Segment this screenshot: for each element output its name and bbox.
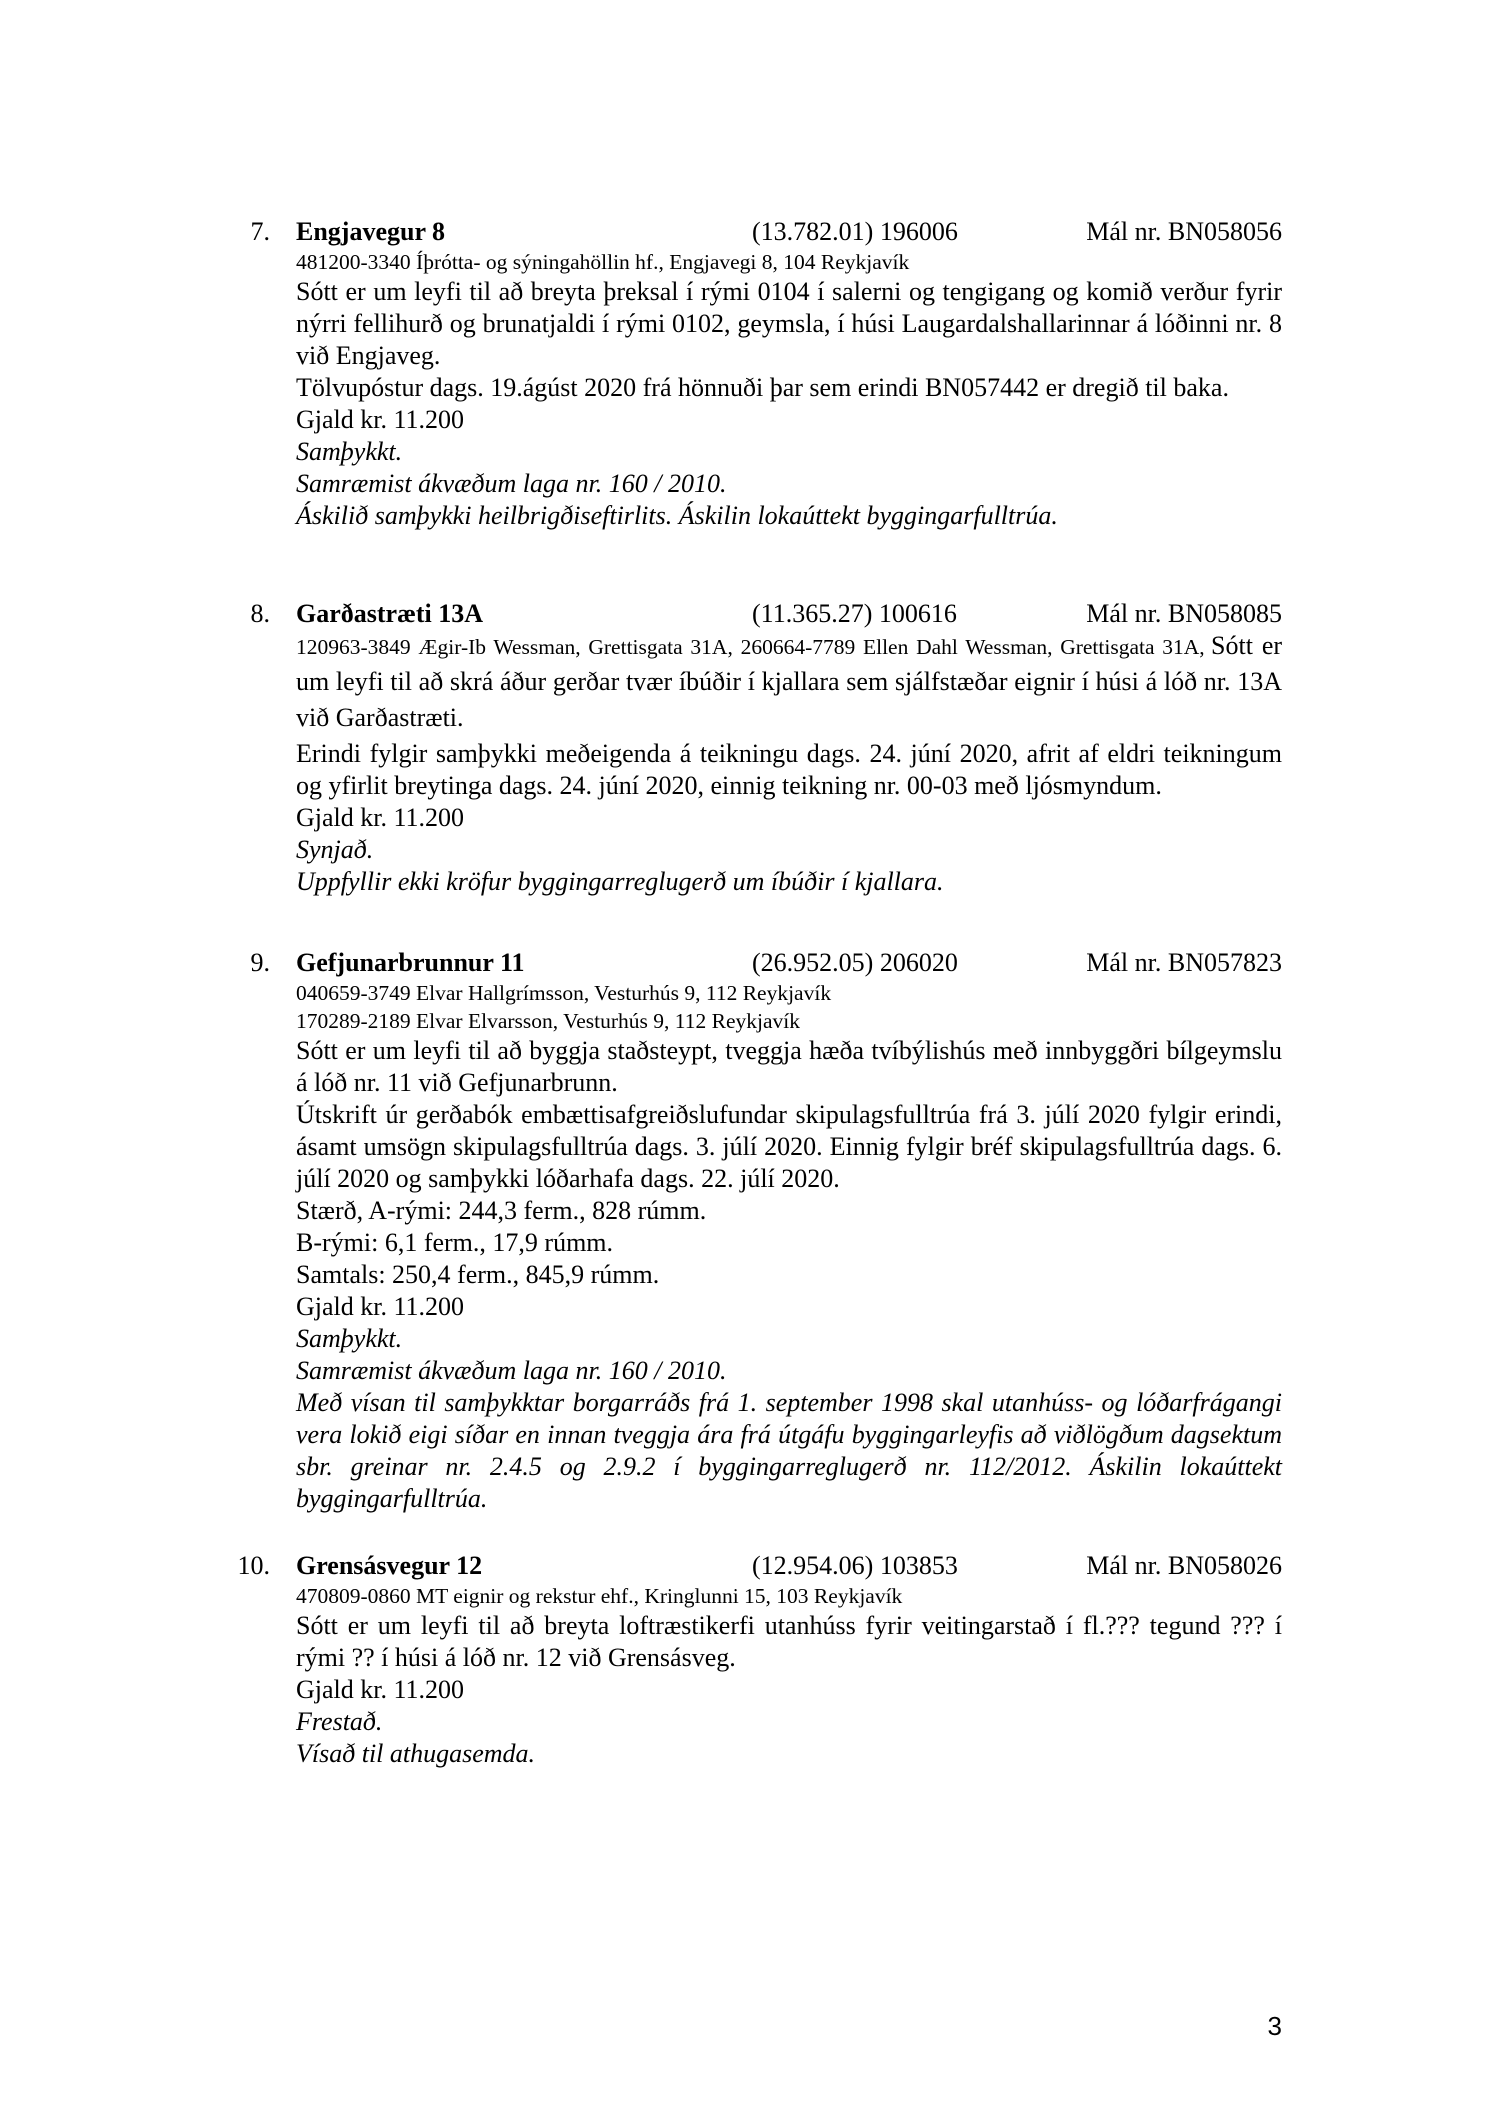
- applicant-line: 470809-0860 MT eignir og rekstur ehf., Kringlunni 15, 103 Reykjavík: [296, 1584, 903, 1608]
- decision: Samþykkt.: [296, 437, 403, 466]
- item-header: [296, 947, 1282, 979]
- street-address: Gefjunarbrunnur 11: [296, 948, 525, 977]
- fee: Gjald kr. 11.200: [296, 1292, 465, 1321]
- case-number: Mál nr. BN058026: [1086, 1551, 1282, 1580]
- item-body: [296, 979, 1282, 1515]
- case-number: Mál nr. BN058085: [1086, 599, 1282, 628]
- conditions-extra: Áskilið samþykki heilbrigðiseftirlits. Áskilin lokaúttekt byggingarfulltrúa.: [296, 501, 1058, 530]
- decision: Samþykkt.: [296, 1324, 403, 1353]
- item-body: [296, 630, 1282, 898]
- street-address: Garðastræti 13A: [296, 599, 484, 628]
- conditions-extra: Með vísan til samþykktar borgarráðs frá 1. september 1998 skal utanhúss- og lóðarfrágangi vera lokið eigi síðar en innan tveggja ára frá útgáfu byggingarleyfis að viðlögðum dagsektum sbr. greinar nr. 2.4.5 og 2.9.2 í byggingarreglugerð nr. 112/2012. Áskilin lokaúttekt byggingarfulltrúa.: [296, 1388, 1282, 1513]
- land-id: (13.782.01) 196006: [752, 217, 958, 246]
- applicant-line: 170289-2189 Elvar Elvarsson, Vesturhús 9, 112 Reykjavík: [296, 1009, 801, 1033]
- size-b: B-rými: 6,1 ferm., 17,9 rúmm.: [296, 1228, 614, 1257]
- fee: Gjald kr. 11.200: [296, 1675, 465, 1704]
- street-address: Engjavegur 8: [296, 217, 446, 246]
- item-number: 7.: [250, 217, 270, 246]
- note: Erindi fylgir samþykki meðeigenda á teikningu dags. 24. júní 2020, afrit af eldri teikningum og yfirlit breytinga dags. 24. júní 2020, einnig teikning nr. 00-03 með ljósmyndum.: [296, 739, 1282, 800]
- size-a: Stærð, A-rými: 244,3 ferm., 828 rúmm.: [296, 1196, 707, 1225]
- fee: Gjald kr. 11.200: [296, 405, 465, 434]
- item-body: [296, 248, 1282, 532]
- applicant-line: 481200-3340 Íþrótta- og sýningahöllin hf., Engjavegi 8, 104 Reykjavík: [296, 250, 910, 274]
- item-body: [296, 1582, 1282, 1770]
- item-number: 10.: [237, 1551, 270, 1580]
- size-total: Samtals: 250,4 ferm., 845,9 rúmm.: [296, 1260, 660, 1289]
- description: Sótt er um leyfi til að skrá áður gerðar tvær íbúðir í kjallara sem sjálfstæðar eignir í húsi á lóð nr. 13A við Garðastræti.: [296, 631, 1283, 732]
- item-number: 9.: [250, 948, 270, 977]
- conditions: Uppfyllir ekki kröfur byggingarreglugerð um íbúðir í kjallara.: [296, 867, 944, 896]
- item-header: [296, 216, 1282, 248]
- item-header: [296, 598, 1282, 630]
- note: Útskrift úr gerðabók embættisafgreiðslufundar skipulagsfulltrúa frá 3. júlí 2020 fylgir erindi, ásamt umsögn skipulagsfulltrúa dags. 3. júlí 2020. Einnig fylgir bréf skipulagsfulltrúa dags. 6. júlí 2020 og samþykki lóðarhafa dags. 22. júlí 2020.: [296, 1100, 1282, 1193]
- land-id: (26.952.05) 206020: [752, 948, 958, 977]
- applicants-and-description: [296, 630, 1282, 738]
- conditions: Samræmist ákvæðum laga nr. 160 / 2010.: [296, 1356, 727, 1385]
- conditions: Vísað til athugasemda.: [296, 1739, 536, 1768]
- case-number: Mál nr. BN057823: [1086, 948, 1282, 977]
- case-number: Mál nr. BN058056: [1086, 217, 1282, 246]
- description: Sótt er um leyfi til að byggja staðsteypt, tveggja hæða tvíbýlishús með innbyggðri bílgeymslu á lóð nr. 11 við Gefjunarbrunn.: [296, 1036, 1282, 1097]
- street-address: Grensásvegur 12: [296, 1551, 483, 1580]
- land-id: (11.365.27) 100616: [752, 599, 957, 628]
- page-number: 3: [1267, 2011, 1282, 2041]
- fee: Gjald kr. 11.200: [296, 803, 465, 832]
- conditions: Samræmist ákvæðum laga nr. 160 / 2010.: [296, 469, 727, 498]
- description: Sótt er um leyfi til að breyta loftræstikerfi utanhúss fyrir veitingarstað í fl.??? tegund ??? í rými ?? í húsi á lóð nr. 12 við Grensásveg.: [296, 1611, 1282, 1672]
- applicants-text: 120963-3849 Ægir-Ib Wessman, Grettisgata 31A, 260664-7789 Ellen Dahl Wessman, Grettisgata 31A,: [296, 635, 1205, 659]
- land-id: (12.954.06) 103853: [752, 1551, 958, 1580]
- decision: Frestað.: [296, 1707, 383, 1736]
- description: Sótt er um leyfi til að breyta þreksal í rými 0104 í salerni og tengigang og komið verður fyrir nýrri fellihurð og brunatjaldi í rými 0102, geymsla, í húsi Laugardalshallarinnar á lóðinni nr. 8 við Engjaveg.: [296, 277, 1282, 370]
- note: Tölvupóstur dags. 19.ágúst 2020 frá hönnuði þar sem erindi BN057442 er dregið til baka.: [296, 373, 1229, 402]
- item-number: 8.: [250, 599, 270, 628]
- item-header: [296, 1550, 1282, 1582]
- applicant-line: 040659-3749 Elvar Hallgrímsson, Vesturhús 9, 112 Reykjavík: [296, 981, 832, 1005]
- decision: Synjað.: [296, 835, 374, 864]
